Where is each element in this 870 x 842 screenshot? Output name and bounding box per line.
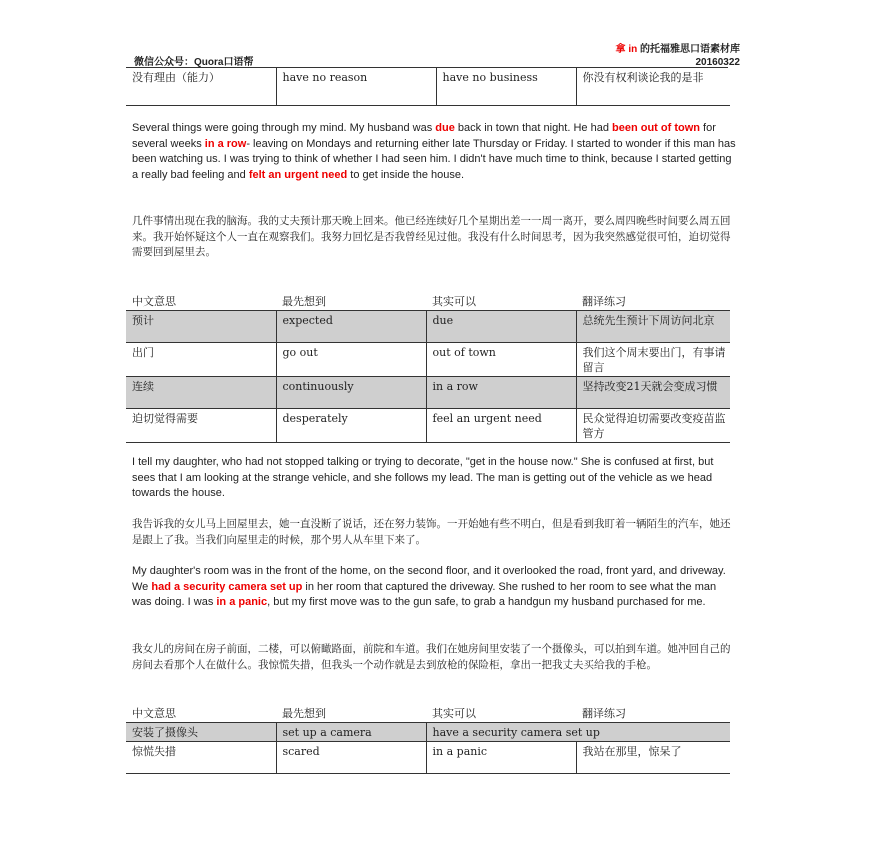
cell-first-thought: have no reason — [276, 68, 436, 106]
text-segment: in her room that captured the driveway. She rushed to her room to see what the man was doing. I was — [132, 580, 717, 608]
header-practice: 翻译练习 — [576, 704, 730, 723]
paragraph-2-english — [132, 455, 738, 502]
cell-meaning: 没有理由（能力） — [126, 68, 276, 106]
cell-meaning: 安装了摄像头 — [126, 723, 276, 742]
cell-practice: 坚持改变21天就会变成习惯 — [576, 377, 730, 409]
cell-first-thought: go out — [276, 343, 426, 377]
vocab-table-2 — [126, 704, 730, 774]
text-segment: back in town that night. He had — [454, 122, 612, 134]
cell-meaning: 惊慌失措 — [126, 742, 276, 774]
table-header-row — [126, 292, 730, 311]
cell-meaning: 迫切觉得需要 — [126, 409, 276, 443]
paragraph-2-chinese: 我告诉我的女儿马上回屋里去，她一直没断了说话，还在努力装饰。一开始她有些不明白，但是看到我盯着一辆陌生的汽车，她还是跟上了我。当我们向屋里走的时候，那个男人从车里下来了。 — [132, 518, 731, 546]
cell-meaning: 预计 — [126, 311, 276, 343]
cell-better: due — [426, 311, 576, 343]
table-row — [126, 723, 730, 742]
cell-better: have no business — [436, 68, 576, 106]
cell-first-thought: expected — [276, 311, 426, 343]
cell-better: in a panic — [426, 742, 576, 774]
header-first-thought: 最先想到 — [276, 292, 426, 311]
cell-meaning: 出门 — [126, 343, 276, 377]
cell-better: out of town — [426, 343, 576, 377]
header-title-highlight: 拿 in — [615, 44, 638, 55]
document-page — [126, 0, 740, 842]
cell-practice: 总统先生预计下周访问北京 — [576, 311, 730, 343]
cell-practice: 你没有权利谈论我的是非 — [576, 68, 730, 106]
table-row — [126, 311, 730, 343]
highlighted-phrase: had a security camera set up — [151, 580, 303, 593]
highlighted-phrase: due — [435, 122, 455, 134]
paragraph-1-chinese: 几件事情出现在我的脑海。我的丈夫预计那天晚上回来。他已经连续好几个星期出差一一周一离开，要么周四晚些时间要么周五回来。我开始怀疑这个人一直在观察我们。我努力回忆是否我曾经见过他。我没有什么时间思考，因为我突然感觉很可怕，迫切觉得需要回到屋里去。 — [132, 215, 731, 258]
cell-first-thought: set up a camera — [276, 723, 426, 742]
cell-first-thought: desperately — [276, 409, 426, 443]
table-header-row — [126, 704, 730, 723]
text-segment: I tell my daughter, who had not stopped talking or trying to decorate, "get in the house now." She is confused at first, but sees that I am looking at the strange vehicle, and she follows my lead. The man is getting out of the vehicle as we head towards the house. — [132, 456, 714, 499]
text-segment: to get inside the house. — [347, 168, 465, 181]
table-row — [126, 409, 730, 443]
table-row — [126, 343, 730, 377]
cell-practice: 我们这个周末要出门，有事请留言 — [576, 343, 730, 377]
highlighted-phrase: felt an urgent need — [248, 168, 348, 181]
cell-meaning: 连续 — [126, 377, 276, 409]
header-better: 其实可以 — [426, 704, 576, 723]
header-practice: 翻译练习 — [576, 292, 730, 311]
highlighted-phrase: in a row — [204, 137, 247, 150]
header-first-thought: 最先想到 — [276, 704, 426, 723]
cell-first-thought: scared — [276, 742, 426, 774]
highlighted-phrase: been out of town — [612, 122, 700, 134]
cell-first-thought: continuously — [276, 377, 426, 409]
header-wechat-account: 微信公众号：Quora口语帮 — [134, 57, 254, 68]
paragraph-3-english — [132, 564, 738, 611]
table-row — [126, 377, 730, 409]
cell-practice: 我站在那里，惊呆了 — [576, 742, 730, 774]
cell-practice: 民众觉得迫切需要改变疫苗监管方 — [576, 409, 730, 443]
text-segment: Several things were going through my mind. My husband was — [132, 122, 436, 134]
text-segment: , but my first move was to the gun safe, to grab a handgun my husband purchased for me. — [267, 596, 706, 608]
cell-better: feel an urgent need — [426, 409, 576, 443]
header-better: 其实可以 — [426, 292, 576, 311]
table-row — [126, 68, 730, 106]
header-title — [616, 43, 740, 69]
header-date: 20160322 — [695, 57, 740, 68]
header-meaning: 中文意思 — [126, 292, 276, 311]
vocab-table-continued — [126, 68, 730, 106]
highlighted-phrase: in a panic — [216, 596, 268, 608]
table-row — [126, 742, 730, 774]
cell-better: have a security camera set up — [426, 723, 730, 742]
text-segment: My daughter's room was in the front of the home, on the second floor, and it overlooked the road, front yard, and driveway. We — [132, 565, 726, 593]
header-title-text: 的托福雅思口语素材库 — [637, 44, 740, 55]
cell-better: in a row — [426, 377, 576, 409]
text-segment: - leaving on Mondays and returning either late Thursday or Friday. I started to wonder if this man has been watching us. I was trying to think of whether I had seen him. I didn't have much time to think, because I started getting a really bad feeling and — [132, 137, 736, 181]
vocab-table-1 — [126, 292, 730, 443]
paragraph-3-chinese: 我女儿的房间在房子前面，二楼，可以俯瞰路面，前院和车道。我们在她房间里安装了一个摄像头，可以拍到车道。她冲回自己的房间去看那个人在做什么。我惊慌失措，但我头一个动作就是去到放枪的保险柜，拿出一把我丈夫买给我的手枪。 — [132, 643, 731, 671]
text-segment: for several weeks — [132, 122, 716, 150]
paragraph-1-english — [132, 121, 738, 183]
header-meaning: 中文意思 — [126, 704, 276, 723]
